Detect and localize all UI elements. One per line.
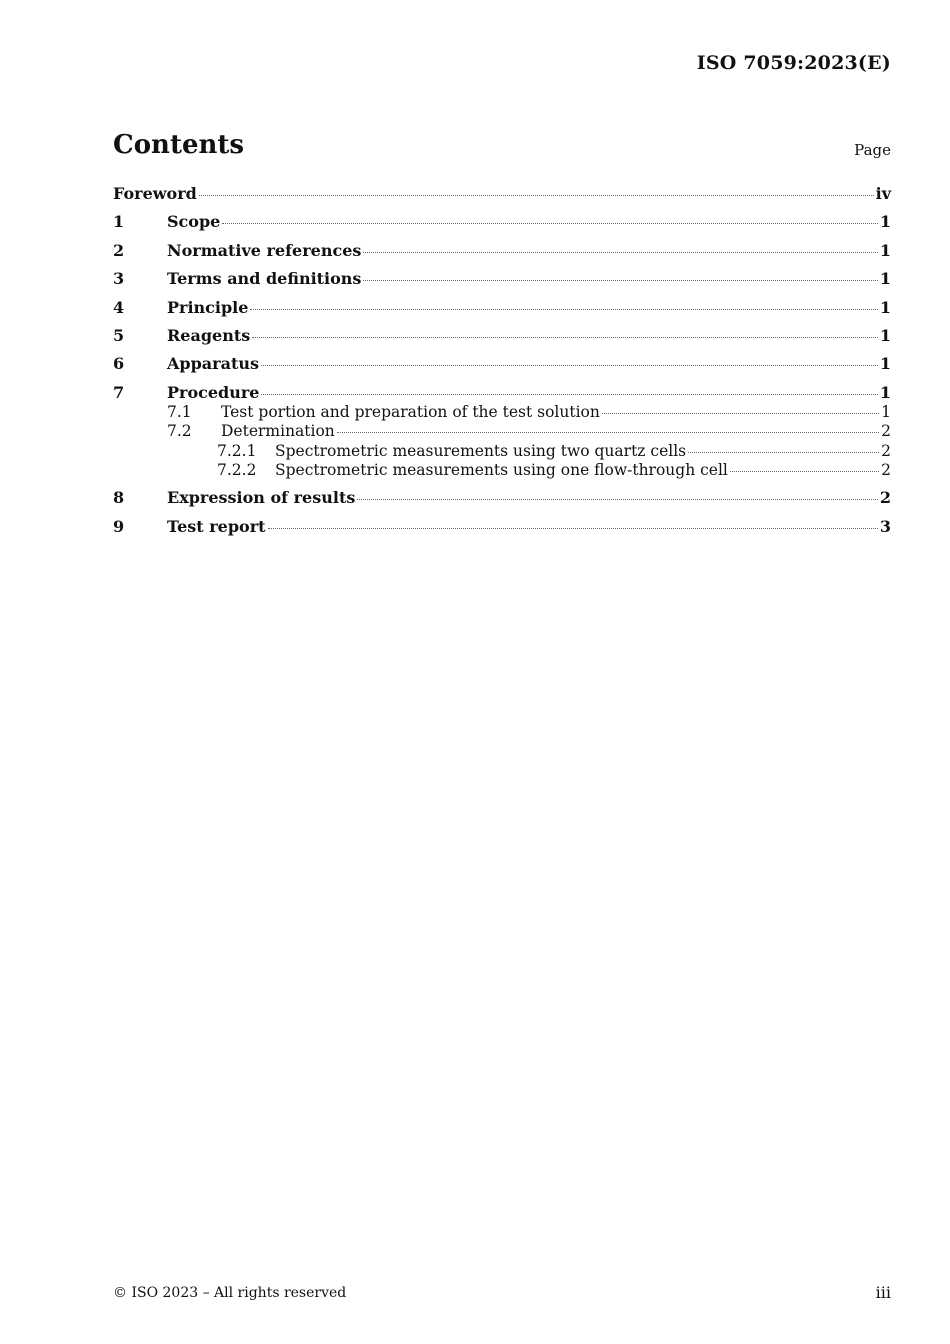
toc-entry-number: 7.2.1 — [217, 442, 257, 460]
toc-entry-title: Scope — [167, 212, 221, 231]
toc-entry-foreword[interactable] — [113, 184, 891, 203]
toc-entry-title: Spectrometric measurements using two quartz cells — [275, 442, 687, 460]
dot-leader — [261, 365, 878, 366]
toc-entry-title: Test portion and preparation of the test solution — [221, 403, 600, 421]
toc-entry-page: 1 — [879, 212, 891, 231]
toc-entry-title: Procedure — [167, 383, 260, 402]
toc-entry-number: 1 — [113, 212, 125, 231]
toc-entry-title: Apparatus — [167, 354, 259, 373]
dot-leader — [688, 452, 879, 453]
toc-entry-test-report[interactable] — [113, 517, 891, 536]
toc-entry-number: 7.2 — [167, 422, 192, 440]
dot-leader — [363, 252, 877, 253]
toc-entry-scope[interactable] — [113, 212, 891, 231]
dot-leader — [268, 528, 878, 529]
toc-entry-page: iv — [875, 184, 891, 203]
toc-entry-page: 1 — [879, 354, 891, 373]
toc-entry-two-quartz-cells[interactable] — [113, 442, 891, 460]
toc-entry-page: 2 — [879, 488, 891, 507]
toc-entry-flow-through-cell[interactable] — [113, 461, 891, 479]
toc-entry-number: 4 — [113, 298, 125, 317]
toc-entry-title: Expression of results — [167, 488, 356, 507]
toc-entry-test-portion[interactable] — [113, 403, 891, 421]
toc-entry-title: Foreword — [113, 184, 197, 203]
dot-leader — [602, 413, 879, 414]
toc-entry-title: Determination — [221, 422, 335, 440]
toc-entry-page: 1 — [879, 241, 891, 260]
copyright-notice: © ISO 2023 – All rights reserved — [113, 1285, 347, 1301]
toc-entry-terms-and-definitions[interactable] — [113, 269, 891, 288]
toc-entry-page: 1 — [879, 383, 891, 402]
toc-entry-normative-references[interactable] — [113, 241, 891, 260]
toc-entry-title: Spectrometric measurements using one flow-through cell — [275, 461, 728, 479]
toc-entry-number: 8 — [113, 488, 125, 507]
toc-entry-number: 7.1 — [167, 403, 192, 421]
toc-entry-page: 1 — [879, 269, 891, 288]
toc-entry-title: Principle — [167, 298, 249, 317]
toc-entry-page: 1 — [879, 298, 891, 317]
toc-entry-title: Test report — [167, 517, 266, 536]
toc-entry-title: Reagents — [167, 326, 251, 345]
page-column-label: Page — [854, 141, 891, 159]
dot-leader — [250, 309, 877, 310]
toc-entry-title: Normative references — [167, 241, 362, 260]
toc-entry-determination[interactable] — [113, 422, 891, 440]
toc-entry-page: 1 — [881, 403, 891, 421]
toc-entry-page: 1 — [879, 326, 891, 345]
toc-entry-page: 2 — [881, 461, 891, 479]
dot-leader — [357, 499, 878, 500]
toc-entry-reagents[interactable] — [113, 326, 891, 345]
toc-entry-principle[interactable] — [113, 298, 891, 317]
toc-entry-number: 5 — [113, 326, 125, 345]
toc-entry-expression-of-results[interactable] — [113, 488, 891, 507]
dot-leader — [730, 471, 879, 472]
page-number: iii — [875, 1283, 891, 1302]
contents-title: Contents — [113, 130, 245, 160]
dot-leader — [363, 280, 877, 281]
toc-entry-number: 7 — [113, 383, 125, 402]
toc-entry-page: 3 — [879, 517, 891, 536]
dot-leader — [199, 195, 874, 196]
toc-entry-page: 2 — [881, 422, 891, 440]
dot-leader — [222, 223, 878, 224]
toc-entry-number: 3 — [113, 269, 125, 288]
toc-entry-page: 2 — [881, 442, 891, 460]
toc-entry-number: 2 — [113, 241, 125, 260]
dot-leader — [337, 432, 879, 433]
toc-entry-procedure[interactable] — [113, 383, 891, 402]
toc-entry-number: 9 — [113, 517, 125, 536]
toc-entry-number: 6 — [113, 354, 125, 373]
dot-leader — [261, 394, 877, 395]
document-id: ISO 7059:2023(E) — [696, 52, 891, 74]
toc-entry-number: 7.2.2 — [217, 461, 257, 479]
toc-entry-title: Terms and definitions — [167, 269, 362, 288]
toc-entry-apparatus[interactable] — [113, 354, 891, 373]
dot-leader — [252, 337, 878, 338]
